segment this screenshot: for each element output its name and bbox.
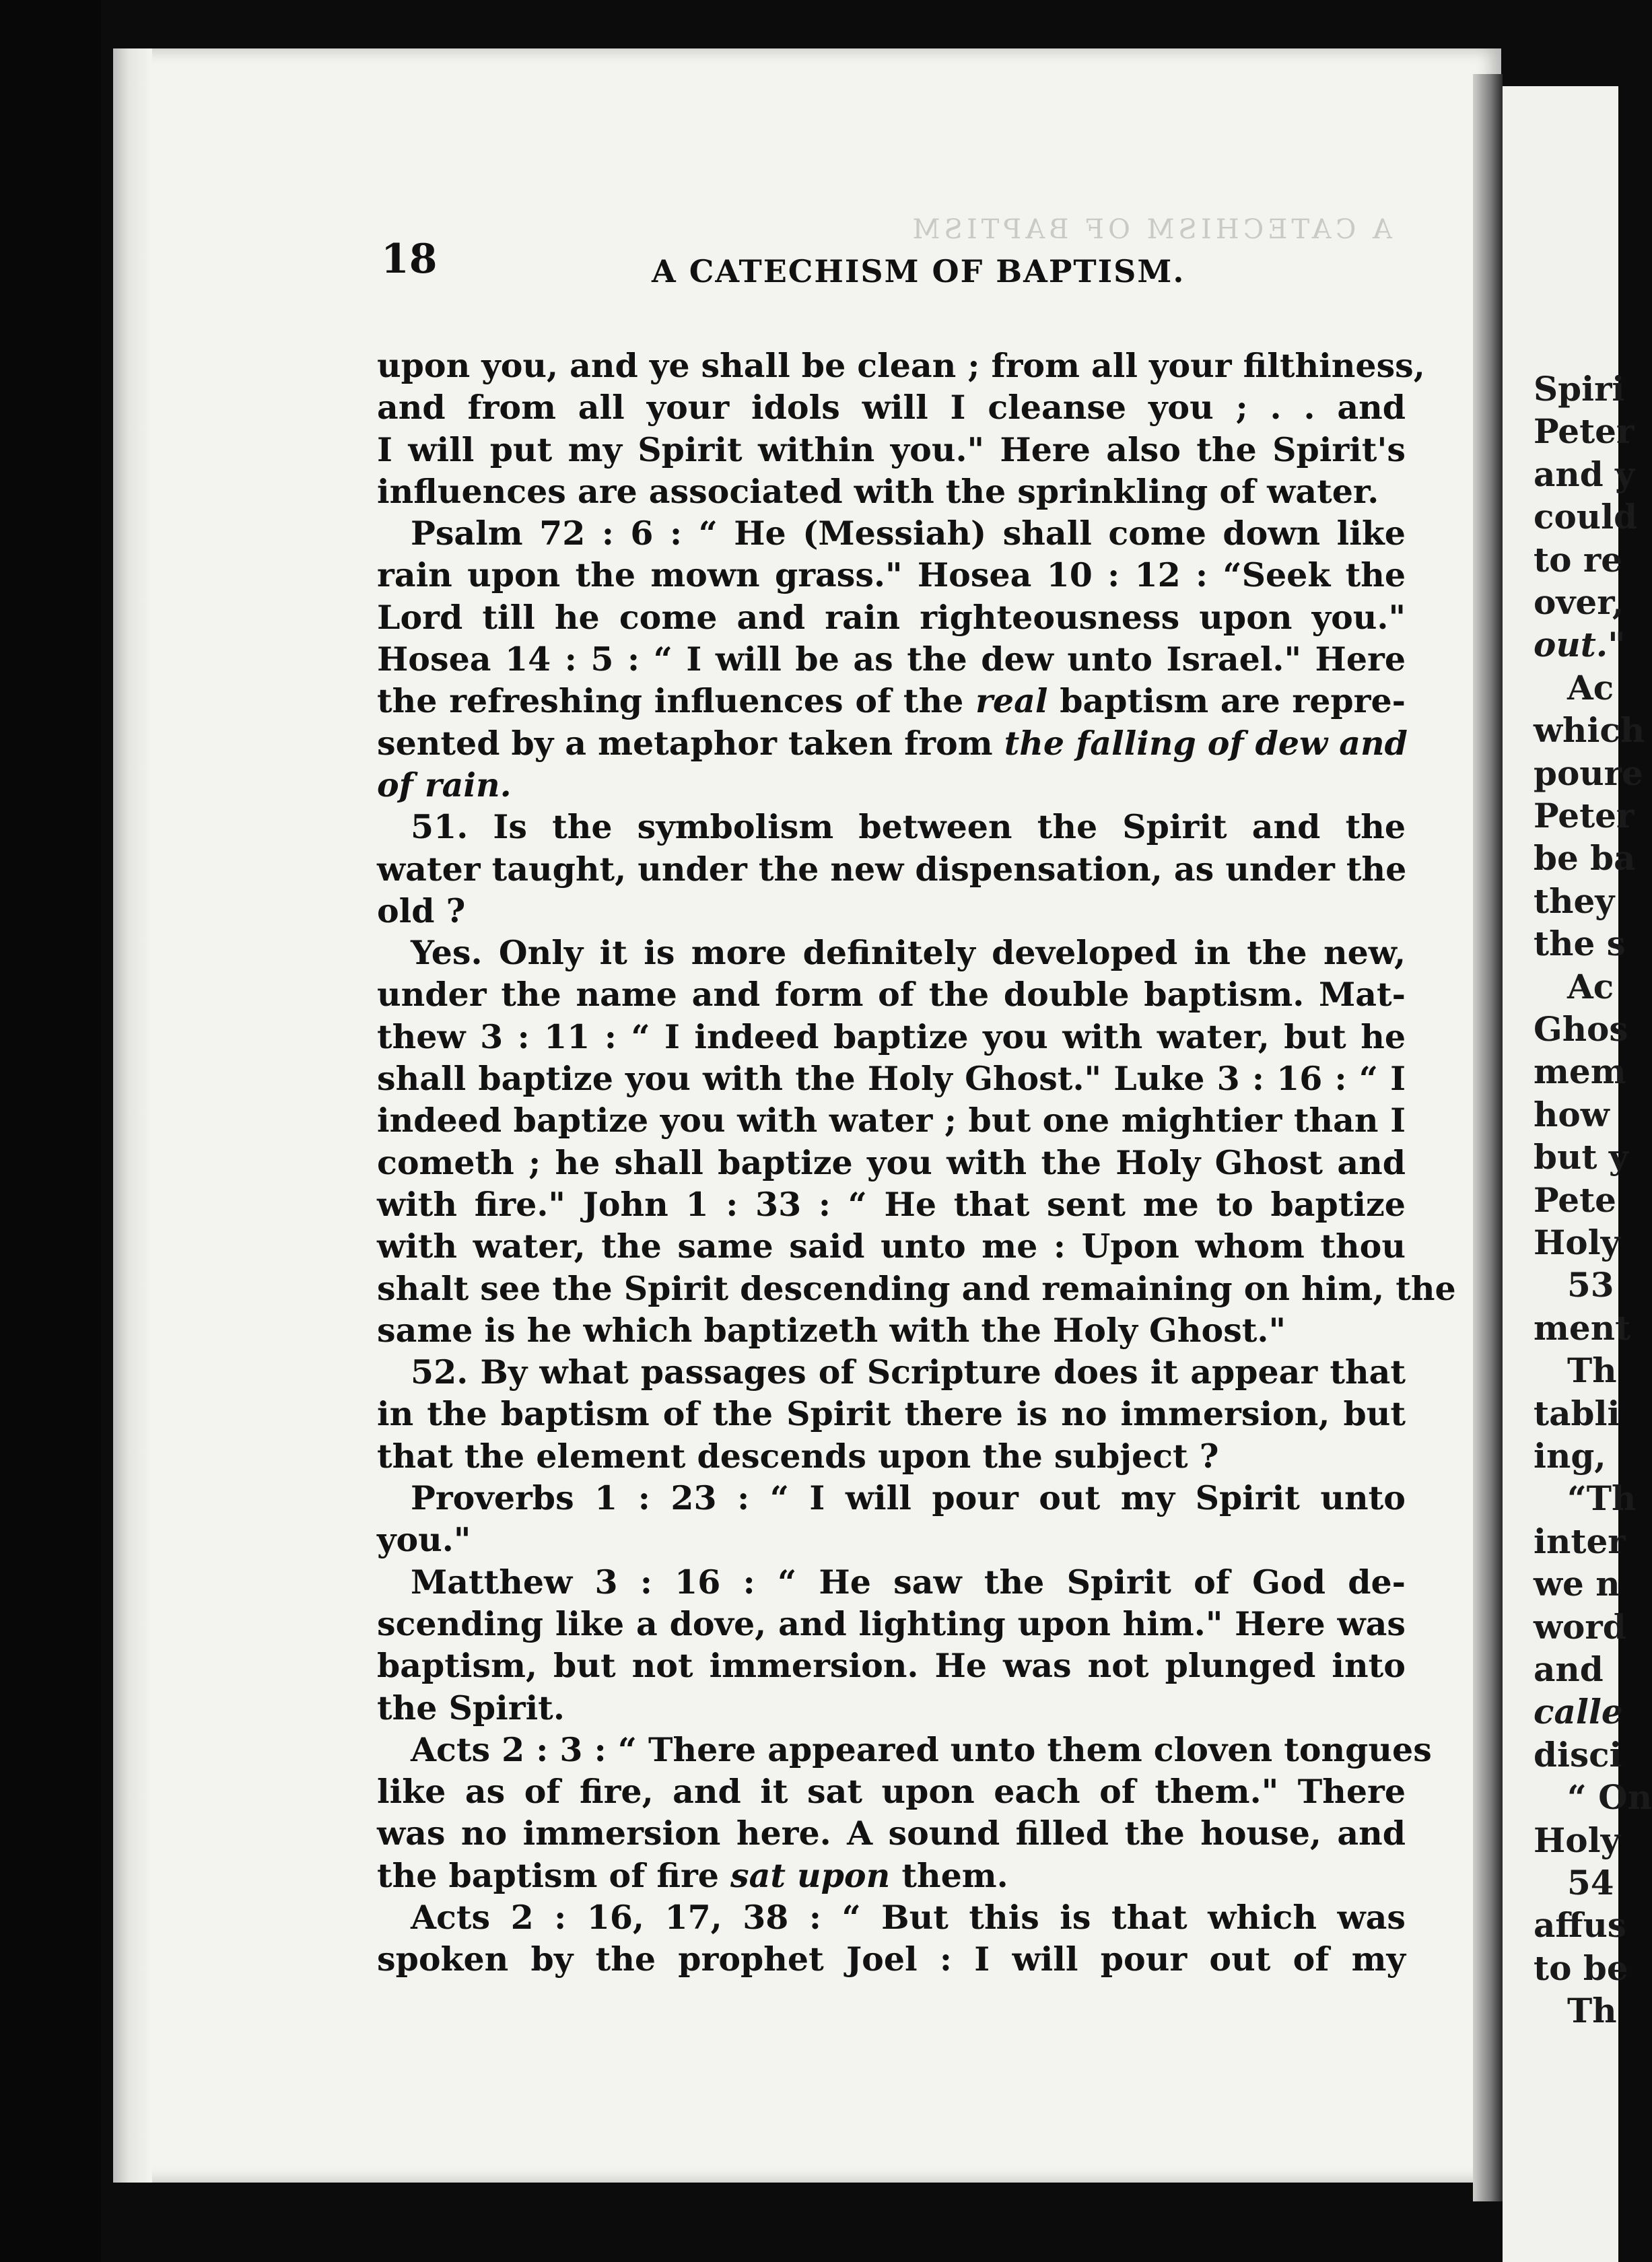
facing-page-line: and <box>1534 1649 1604 1689</box>
facing-page-line: Holy <box>1534 1820 1620 1860</box>
facing-page-line: “Th <box>1567 1478 1637 1519</box>
text-run: the baptism of fire <box>377 1855 719 1895</box>
facing-page-line: calle <box>1534 1692 1623 1732</box>
facing-page-line: Ac <box>1567 667 1614 708</box>
bleedthrough-text: A CATECHISM OF BAPTISM <box>908 214 1392 245</box>
facing-page-line: they <box>1534 881 1615 921</box>
question-line: in the baptism of the Spirit there is no immersion, but <box>377 1394 1406 1434</box>
text-run: them. <box>901 1855 1008 1895</box>
text-line: Lord till he come and rain righteousness upon you." <box>377 597 1406 637</box>
answer-line: the Spirit. <box>377 1688 565 1727</box>
answer-line: same is he which baptizeth with the Holy Ghost." <box>377 1310 1286 1350</box>
facing-page-line: Spiri <box>1534 369 1625 409</box>
text-line: and from all your idols will I cleanse you ; . . and <box>377 388 1406 427</box>
answer-line: Matthew 3 : 16 : “ He saw the Spirit of God de- <box>411 1562 1406 1602</box>
text-line <box>377 680 1406 722</box>
text-line: influences are associated with the sprinkling of water. <box>377 471 1379 511</box>
page-number: 18 <box>381 236 438 283</box>
text-line <box>377 722 1406 764</box>
question-line: that the element descends upon the subject ? <box>377 1436 1219 1476</box>
facing-page-line: word <box>1534 1606 1626 1647</box>
text-line: Psalm 72 : 6 : “ He (Messiah) shall come down like <box>411 514 1406 553</box>
facing-page-line: out." <box>1534 625 1626 665</box>
facing-page-line: but y <box>1534 1137 1628 1177</box>
facing-page-line: which <box>1534 710 1645 751</box>
facing-page-line: disci <box>1534 1734 1622 1775</box>
facing-page-line: Ac <box>1567 966 1614 1006</box>
answer-line: like as of fire, and it sat upon each of them." There <box>377 1772 1406 1812</box>
facing-page-fragment <box>1503 86 1652 2262</box>
italic-text: the falling of dew and <box>1004 723 1408 763</box>
facing-page-line: Th <box>1567 1350 1617 1391</box>
facing-page-line: and y <box>1534 454 1635 494</box>
answer-line: shalt see the Spirit descending and remaining on him, the <box>377 1268 1456 1308</box>
facing-page-line: could <box>1534 497 1638 537</box>
facing-page-line: “ On <box>1567 1777 1652 1818</box>
italic-text: real <box>975 681 1048 721</box>
text-line: Hosea 14 : 5 : “ I will be as the dew unto Israel." Here <box>377 640 1406 679</box>
question-line: water taught, under the new dispensation, as under the <box>377 849 1407 889</box>
facing-page-line: Th <box>1567 1991 1617 2031</box>
book-gutter <box>1473 74 1503 2201</box>
question-line: 51. Is the symbolism between the Spirit and the <box>411 807 1406 847</box>
facing-page-line: affus <box>1534 1905 1626 1946</box>
answer-line: under the name and form of the double baptism. Mat- <box>377 975 1406 1015</box>
text-line: I will put my Spirit within you." Here also the Spirit's <box>377 430 1406 469</box>
facing-page-line: Peter <box>1534 796 1634 835</box>
facing-page-line: ing, <box>1534 1436 1606 1476</box>
text-line <box>377 1855 1406 1896</box>
italic-text: of rain. <box>377 765 512 804</box>
answer-line: spoken by the prophet Joel : I will pour out of my <box>377 1940 1406 1979</box>
facing-page-line: we n <box>1534 1564 1620 1604</box>
answer-line: with water, the same said unto me : Upon whom thou <box>377 1227 1406 1266</box>
text-line: rain upon the mown grass." Hosea 10 : 12 : “Seek the <box>377 555 1406 595</box>
facing-page-line: ment <box>1534 1307 1631 1348</box>
answer-line: you." <box>377 1520 471 1560</box>
facing-page-line: to re <box>1534 539 1623 580</box>
facing-page-line: how <box>1534 1094 1610 1134</box>
facing-page-line: tabli <box>1534 1393 1620 1433</box>
facing-page-line: the s <box>1534 924 1626 964</box>
answer-line: thew 3 : 11 : “ I indeed baptize you with water, but he <box>377 1017 1406 1056</box>
answer-line: baptism, but not immersion. He was not plunged into <box>377 1646 1406 1686</box>
facing-page-line: mem <box>1534 1052 1626 1092</box>
text-run: the refreshing influences of the <box>377 681 964 721</box>
answer-line: indeed baptize you with water ; but one mightier than I <box>377 1101 1406 1140</box>
facing-page-line: poure <box>1534 753 1643 793</box>
text-line <box>377 764 1406 806</box>
italic-text: sat upon <box>730 1855 891 1895</box>
question-line: old ? <box>377 891 466 930</box>
answer-line: with fire." John 1 : 33 : “ He that sent me to baptize <box>377 1184 1406 1224</box>
answer-line: Yes. Only it is more definitely developed in the new, <box>411 933 1406 973</box>
text-run: baptism are repre- <box>1060 681 1406 721</box>
facing-page-line: Pete <box>1534 1179 1616 1220</box>
text-line: upon you, and ye shall be clean ; from all your filthiness, <box>377 346 1425 385</box>
answer-line: Proverbs 1 : 23 : “ I will pour out my Spirit unto <box>411 1478 1406 1518</box>
question-line: 52. By what passages of Scripture does it appear that <box>411 1352 1406 1392</box>
answer-line: Acts 2 : 16, 17, 38 : “ But this is that which was <box>411 1897 1406 1937</box>
scan-border <box>0 0 101 2262</box>
answer-line: was no immersion here. A sound filled the house, and <box>377 1814 1406 1853</box>
answer-line: scending like a dove, and lighting upon him." Here was <box>377 1604 1406 1643</box>
page-body <box>377 345 1456 1981</box>
facing-page-line: 54 <box>1567 1863 1614 1903</box>
text-run: sented by a metaphor taken from <box>377 723 993 763</box>
running-head: A CATECHISM OF BAPTISM. <box>652 253 1185 289</box>
facing-page-line: inter <box>1534 1521 1626 1561</box>
facing-page-line: 53 <box>1567 1265 1614 1305</box>
facing-page-line: Holy <box>1534 1223 1620 1262</box>
facing-page-line: over, <box>1534 582 1624 622</box>
answer-line: Acts 2 : 3 : “ There appeared unto them cloven tongues <box>411 1729 1432 1769</box>
facing-page-line: be ba <box>1534 838 1636 879</box>
answer-line: shall baptize you with the Holy Ghost." Luke 3 : 16 : “ I <box>377 1059 1406 1099</box>
answer-line: cometh ; he shall baptize you with the Holy Ghost and <box>377 1142 1406 1182</box>
facing-page-line: to be <box>1534 1948 1628 1988</box>
page-edge <box>113 48 152 2183</box>
facing-page-line: Ghos <box>1534 1009 1628 1049</box>
facing-page-line: Peter <box>1534 411 1634 452</box>
